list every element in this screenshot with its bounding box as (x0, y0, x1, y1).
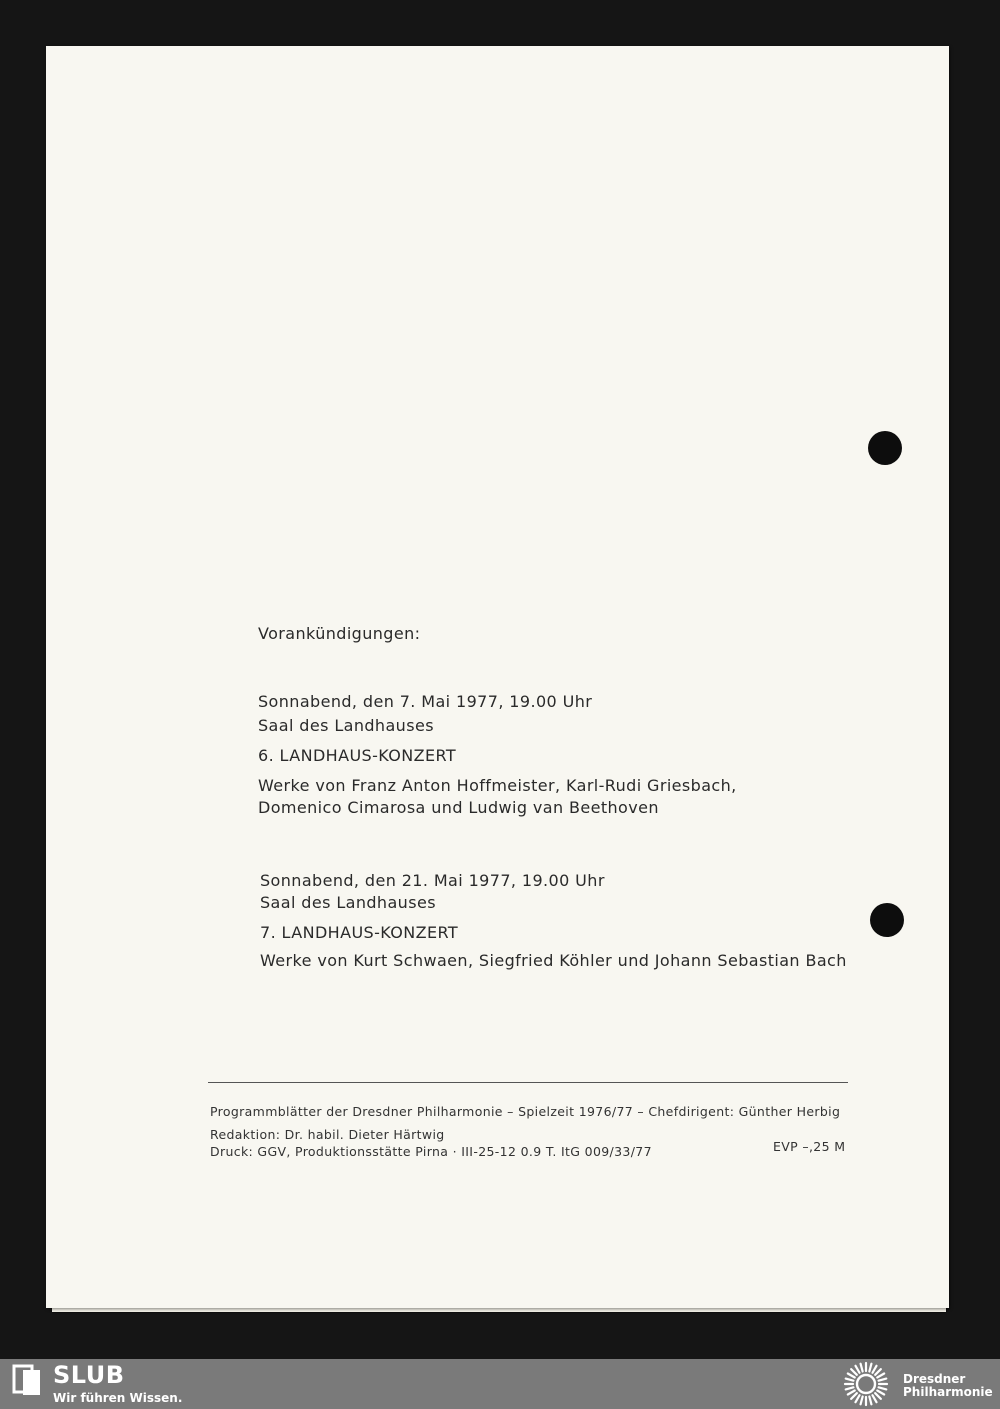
punch-hole-bottom (870, 903, 904, 937)
dresdner-philharmonie-logo-icon (838, 1360, 894, 1408)
imprint-line-1: Programmblätter der Dresdner Philharmonie – Spielzeit 1976/77 – Chefdirigent: Günther Herbig (210, 1104, 841, 1119)
concert-2-title: 7. LANDHAUS-KONZERT (260, 923, 459, 942)
concert-1-works-line2: Domenico Cimarosa und Ludwig van Beethoven (258, 798, 659, 817)
punch-hole-top (868, 431, 902, 465)
partner-name-line2: Philharmonie (903, 1385, 993, 1399)
concert-1-date: Sonnabend, den 7. Mai 1977, 19.00 Uhr (258, 692, 593, 711)
concert-2-date: Sonnabend, den 21. Mai 1977, 19.00 Uhr (260, 871, 605, 890)
imprint-price: EVP –,25 M (773, 1139, 846, 1154)
slub-logo-icon (12, 1363, 42, 1397)
imprint-line-2: Redaktion: Dr. habil. Dieter Härtwig (210, 1127, 445, 1142)
concert-2-venue: Saal des Landhauses (260, 893, 436, 912)
slub-tagline: Wir führen Wissen. (53, 1391, 183, 1405)
concert-2-works-line1: Werke von Kurt Schwaen, Siegfried Köhler und Johann Sebastian Bach (260, 951, 847, 970)
partner-name-line1: Dresdner (903, 1372, 966, 1386)
slub-name: SLUB (53, 1361, 125, 1389)
announcements-heading: Vorankündigungen: (258, 624, 421, 643)
concert-1-title: 6. LANDHAUS-KONZERT (258, 746, 457, 765)
concert-1-venue: Saal des Landhauses (258, 716, 434, 735)
concert-1-works-line1: Werke von Franz Anton Hoffmeister, Karl-Rudi Griesbach, (258, 776, 737, 795)
imprint-line-3: Druck: GGV, Produktionsstätte Pirna · III-25-12 0.9 T. ItG 009/33/77 (210, 1144, 652, 1159)
imprint-divider (208, 1082, 848, 1083)
partner-name (903, 1373, 993, 1399)
